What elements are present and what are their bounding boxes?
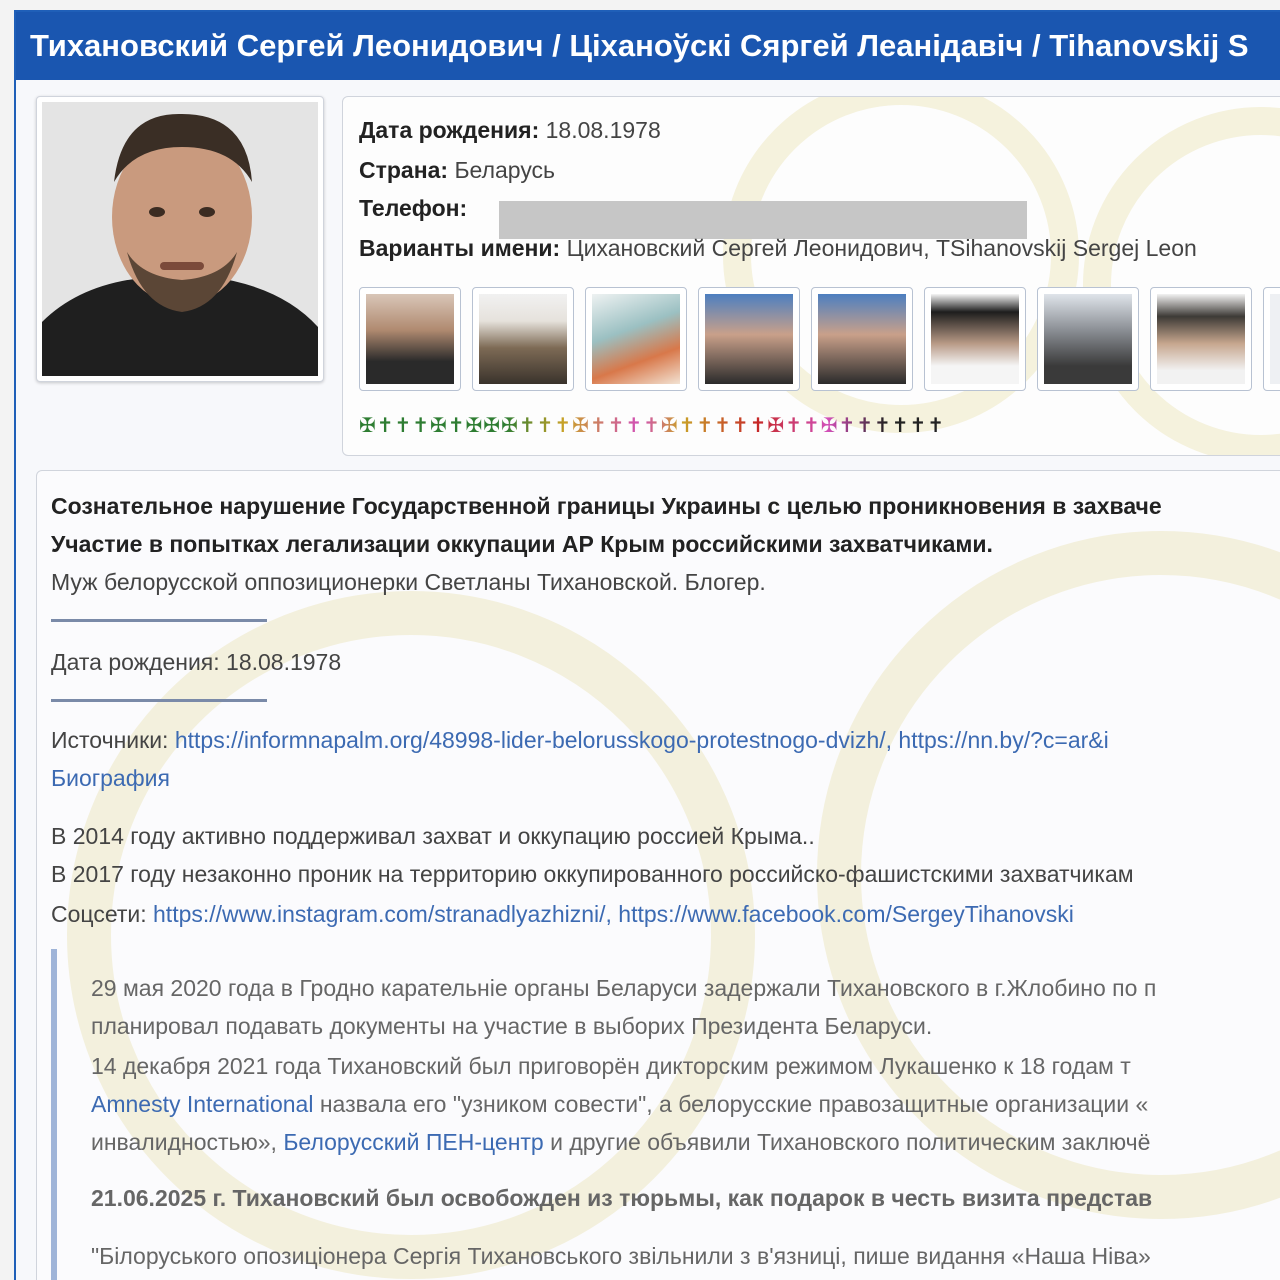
status-markers-text: ✠✝✝✝✠✝✠✠✠✝✝✝✠✝✝✝✝✠✝✝✝✝✝✠✝✝✠✝✝✝✝✝✝ xyxy=(359,415,946,437)
quote-line xyxy=(91,1129,1150,1156)
profile-photo xyxy=(42,102,318,376)
quote-line: 29 мая 2020 года в Гродно карательніе органы Беларуси задержали Тихановского в г.Жлобино по п xyxy=(91,975,1157,1001)
gallery-thumb[interactable] xyxy=(811,287,913,391)
social-links[interactable]: https://www.instagram.com/stranadlyazhizni/, https://www.facebook.com/SergeyTihanovski xyxy=(153,901,1074,927)
birth-date-label: Дата рождения: xyxy=(359,117,540,143)
quote-line: "Білоруського опозиціонера Сергія Тихановського звільнили з в'язниці, пише видання «Наша Ніва» xyxy=(91,1243,1151,1269)
paragraph-2014: В 2014 году активно поддерживал захват и оккупацию россией Крыма.. xyxy=(51,823,815,849)
quote-line: 14 декабря 2021 года Тихановский был приговорён дикторским режимом Лукашенко к 18 годам т xyxy=(91,1053,1131,1079)
headline-crimea: Участие в попытках легализации оккупации АР Крым российскими захватчиками. xyxy=(51,531,993,557)
photo-gallery xyxy=(359,287,1280,391)
quote-text: инвалидностью», xyxy=(91,1129,277,1155)
sources-row xyxy=(51,727,1109,754)
release-headline: 21.06.2025 г. Тихановский был освобожден из тюрьмы, как подарок в честь визита представ xyxy=(91,1185,1153,1211)
gallery-thumb[interactable] xyxy=(1037,287,1139,391)
gallery-thumb[interactable] xyxy=(924,287,1026,391)
headline-violation: Сознательное нарушение Государственной границы Украины с целью проникновения в захваче xyxy=(51,493,1162,519)
divider xyxy=(51,699,267,702)
main-content xyxy=(36,470,1280,1280)
gallery-thumb[interactable] xyxy=(585,287,687,391)
description: Муж белорусской оппозиционерки Светланы Тихановской. Блогер. xyxy=(51,569,766,595)
pen-center-link[interactable]: Белорусский ПЕН-центр xyxy=(276,1129,544,1155)
info-card xyxy=(342,96,1280,456)
gallery-thumb[interactable] xyxy=(698,287,800,391)
sources-links[interactable]: https://informnapalm.org/48998-lider-belorusskogo-protestnogo-dvizh/, https://nn.by/?c=ar&i xyxy=(174,727,1109,753)
name-variants-label: Варианты имени: xyxy=(359,235,561,261)
birth-date-row xyxy=(359,117,661,144)
profile-title: Тихановский Сергей Леонидович / Ціханоўскі Сяргей Леанідавіч / Tihanovskij S xyxy=(16,12,1280,80)
amnesty-link[interactable]: Amnesty International xyxy=(91,1091,314,1117)
quote-line: планировал подавать документы на участие в выборих Президента Беларуси. xyxy=(91,1013,933,1039)
name-variants-row xyxy=(359,235,1197,262)
country-row xyxy=(359,157,555,184)
social-label: Соцсети: xyxy=(51,901,147,927)
quote-line xyxy=(91,1091,1148,1118)
country-value: Беларусь xyxy=(454,157,556,183)
divider xyxy=(51,619,267,622)
status-markers xyxy=(359,413,945,438)
quote-text: и другие объявили Тихановского политическим заключё xyxy=(543,1129,1151,1155)
paragraph-2017: В 2017 году незаконно проник на территорию оккупированного российско-фашистскими захватчикам xyxy=(51,861,1134,887)
name-variants-value: Цихановский Сергей Леонидович, TSihanovskij Sergej Leon xyxy=(566,235,1197,261)
phone-redacted xyxy=(499,201,1027,239)
phone-label: Телефон: xyxy=(359,195,468,221)
social-row xyxy=(51,901,1074,928)
country-label: Страна: xyxy=(359,157,449,183)
gallery-thumb[interactable] xyxy=(359,287,461,391)
sources-label: Источники: xyxy=(51,727,169,753)
quote-text: назвала его "узником совести", а белорусские правозащитные организации « xyxy=(313,1091,1149,1117)
profile-photo-card[interactable] xyxy=(36,96,324,382)
biography-link[interactable]: Биография xyxy=(51,765,170,791)
birth-date-text: Дата рождения: 18.08.1978 xyxy=(51,649,342,675)
quote-block xyxy=(51,949,1280,1280)
profile-window xyxy=(14,10,1280,1280)
birth-date-value: 18.08.1978 xyxy=(545,117,661,143)
gallery-thumb[interactable] xyxy=(472,287,574,391)
gallery-thumb[interactable] xyxy=(1263,287,1280,391)
gallery-thumb[interactable] xyxy=(1150,287,1252,391)
watermark-emblem xyxy=(1083,107,1280,456)
